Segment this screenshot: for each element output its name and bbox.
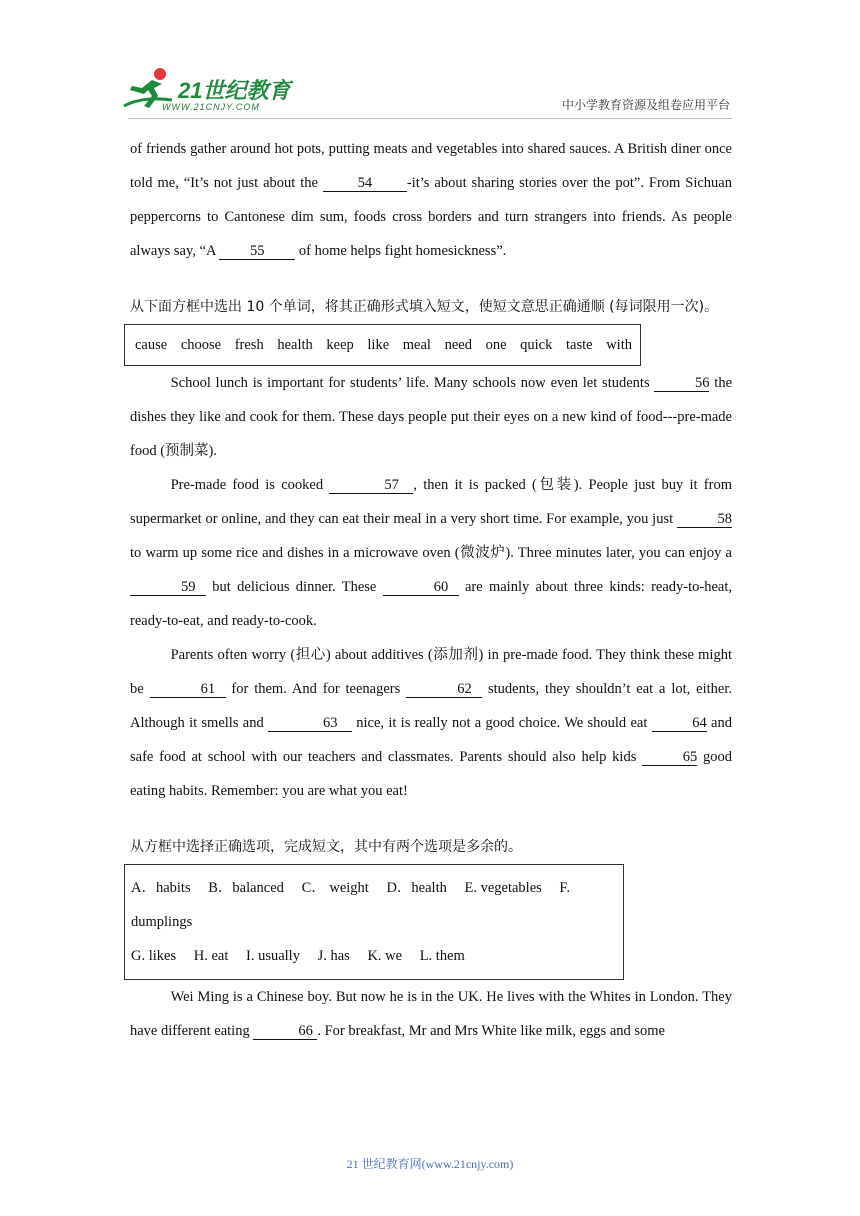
answer-blank-60[interactable]: 60 xyxy=(383,579,459,596)
page-header xyxy=(0,0,860,120)
text-run: and safe food at school with our teachers and classmates. Parents should also help kids xyxy=(130,715,732,765)
options-row xyxy=(131,871,609,939)
answer-blank-61[interactable]: 61 xyxy=(150,681,226,698)
spacer xyxy=(130,808,732,830)
option-item: J. has xyxy=(317,948,350,964)
logo-text: 21世纪教育 xyxy=(178,78,291,103)
option-item: A．habits xyxy=(131,880,191,896)
text-run: of home helps fight homesickness”. xyxy=(295,243,507,259)
text-run: the dishes they like and cook for them. These days people put their eyes on a new kind of food---pre-made food (预制菜). xyxy=(130,375,733,459)
answer-blank-66[interactable]: 66 xyxy=(253,1023,317,1040)
passage-paragraph xyxy=(130,132,732,268)
section-instruction: 从方框中选择正确选项，完成短文，其中有两个选项是多余的。 xyxy=(130,839,522,855)
answer-blank-62[interactable]: 62 xyxy=(406,681,482,698)
answer-blank-59[interactable]: 59 xyxy=(130,579,206,596)
answer-blank-54[interactable]: 54 xyxy=(323,175,407,192)
site-logo[interactable] xyxy=(122,66,292,116)
word-bank-item: keep xyxy=(326,337,354,353)
answer-blank-65[interactable]: 65 xyxy=(642,749,697,766)
word-bank-item: choose xyxy=(180,337,222,353)
word-bank-item: one xyxy=(485,337,507,353)
word-bank-item: need xyxy=(444,337,472,353)
word-bank-item: cause xyxy=(135,337,168,353)
word-bank-box xyxy=(124,324,641,366)
text-run: School lunch is important for students’ life. Many schools now even let students xyxy=(170,375,655,391)
text-run: -it’s about sharing stories over the pot”. From Sichuan peppercorns to Cantonese dim sum, foods cross borders and turn strangers into friends. As people always say, “A xyxy=(130,175,732,259)
header-divider xyxy=(128,118,732,119)
text-run: good eating habits. Remember: you are what you eat! xyxy=(130,749,733,799)
passage-paragraph xyxy=(130,638,732,808)
text-run: students, they shouldn’t eat a lot, either. Although it smells and xyxy=(130,681,732,731)
text-run: Parents often worry (担心) about additives (添加剂) in pre-made food. They think these might be xyxy=(130,647,732,697)
option-item: H. eat xyxy=(193,948,229,964)
text-run: Pre-made food is cooked xyxy=(170,477,330,493)
text-run: Wei Ming is a Chinese boy. But now he is in the UK. He lives with the Whites in London. They have different eating xyxy=(130,989,732,1039)
answer-blank-57[interactable]: 57 xyxy=(329,477,413,494)
text-run: , then it is packed (包装). People just buy it from supermarket or online, and they can eat their meal in a very short time. For example, you just xyxy=(130,477,732,527)
option-item: K. we xyxy=(367,948,403,964)
section-instruction: 从下面方框中选出 10 个单词，将其正确形式填入短文，使短文意思正确通顺 (每词限用一次)。 xyxy=(130,299,719,315)
passage-paragraph xyxy=(130,366,732,468)
option-item: L. them xyxy=(419,948,465,964)
option-item: G. likes xyxy=(131,948,177,964)
passage-paragraph xyxy=(130,980,732,1048)
word-bank-item: with xyxy=(606,337,632,353)
answer-blank-56[interactable]: 56 xyxy=(654,375,709,392)
answer-blank-55[interactable]: 55 xyxy=(219,243,295,260)
word-bank-item: taste xyxy=(566,337,593,353)
document-body xyxy=(130,132,732,1048)
option-item: C． weight xyxy=(301,880,369,896)
text-run: nice, it is really not a good choice. We should eat xyxy=(351,715,652,731)
text-run: for them. And for teenagers xyxy=(225,681,407,697)
word-bank-item: meal xyxy=(402,337,431,353)
text-run: to warm up some rice and dishes in a microwave oven (微波炉). Three minutes later, you can enjoy a xyxy=(130,545,732,561)
word-bank-item: quick xyxy=(520,337,553,353)
option-item: I. usually xyxy=(245,948,300,964)
option-item: B．balanced xyxy=(208,880,284,896)
spacer xyxy=(130,268,732,290)
passage-paragraph xyxy=(130,468,732,638)
option-item: E. vegetables xyxy=(464,880,542,896)
answer-blank-64[interactable]: 64 xyxy=(652,715,707,732)
answer-blank-63[interactable]: 63 xyxy=(268,715,352,732)
page-footer[interactable]: 21 世纪教育网(www.21cnjy.com) xyxy=(346,1157,514,1171)
option-item: F. dumplings xyxy=(131,880,570,930)
platform-tagline: 中小学教育资源及组卷应用平台 xyxy=(561,98,730,112)
word-bank-item: fresh xyxy=(234,337,264,353)
answer-blank-58[interactable]: 58 xyxy=(677,511,732,528)
word-bank-item: health xyxy=(277,337,313,353)
option-item: D．health xyxy=(386,880,447,896)
text-run: of friends gather around hot pots, putting meats and vegetables into shared sauces. A British diner once told me, “It’s not just about the xyxy=(130,141,732,191)
options-row xyxy=(131,939,609,973)
word-bank-item: like xyxy=(367,337,390,353)
text-run: . For breakfast, Mr and Mrs White like milk, eggs and some xyxy=(317,1023,665,1039)
text-run: are mainly about three kinds: ready-to-heat, ready-to-eat, and ready-to-cook. xyxy=(130,579,732,629)
text-run: but delicious dinner. These xyxy=(206,579,383,595)
logo-url: WWW.21CNJY.COM xyxy=(162,102,260,112)
options-box xyxy=(124,864,624,980)
